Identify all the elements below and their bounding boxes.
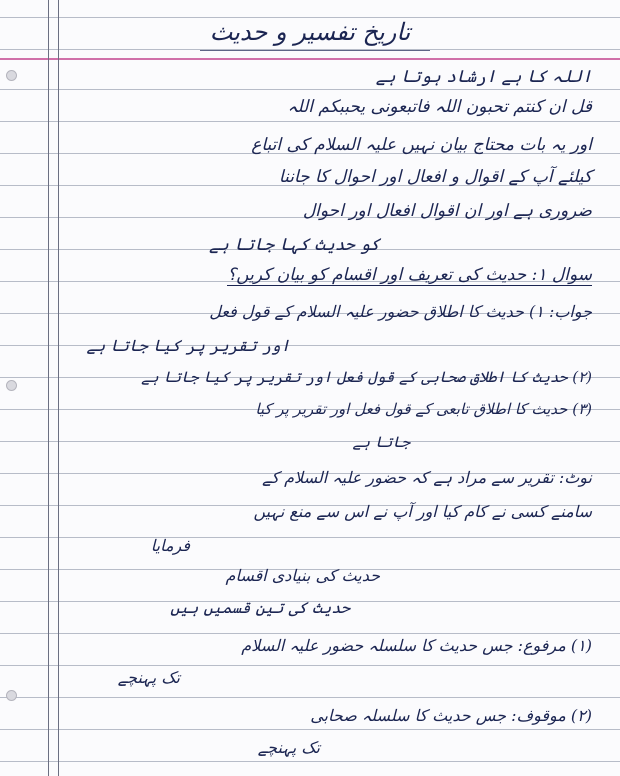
list-item: (۱) مرفوع: جس حدیث کا سلسلہ حضور علیہ السلام xyxy=(241,636,592,655)
punch-hole xyxy=(6,380,17,391)
note-line: نوٹ: تقریر سے مراد ہے کہ حضور علیہ السلام کے xyxy=(262,468,592,487)
text-line: جواب: ۱) حدیث کا اطلاق حضور علیہ السلام کے قول فعل xyxy=(209,302,592,321)
margin-line-inner xyxy=(58,0,59,776)
text-line: سامنے کسی نے کام کیا اور آپ نے اس سے منع نہیں xyxy=(253,502,592,521)
text-line: کو حدیث کہا جاتا ہے xyxy=(208,235,380,255)
punch-hole xyxy=(6,70,17,81)
text-line: (۳) حدیث کا اطلاق تابعی کے قول فعل اور تقریر پر کیا xyxy=(255,400,592,418)
list-item-continued: تک پہنچے xyxy=(117,668,180,687)
subheading-line: حدیث کی بنیادی اقسام xyxy=(225,566,380,585)
text-line: فرمایا xyxy=(150,536,190,555)
list-item: (۲) موقوف: جس حدیث کا سلسلہ صحابی xyxy=(310,706,592,725)
text-line: کیلئے آپ کے اقوال و افعال اور احوال کا جاننا xyxy=(278,167,592,187)
question-line: سوال ۱: حدیث کی تعریف اور اقسام کو بیان کریں؟ xyxy=(227,265,592,285)
page-title: تاریخ تفسیر و حدیث xyxy=(209,18,411,46)
text-line: اللہ کا ہے ارشاد ہوتا ہے xyxy=(375,67,592,87)
text-line: اور یہ بات محتاج بیان نہیں علیہ السلام کی اتباع xyxy=(251,135,592,155)
text-line: حدیث کی تین قسمیں ہیں xyxy=(170,598,350,617)
text-line: ضروری ہے اور ان اقوال افعال اور احوال xyxy=(302,201,592,221)
text-line: اور تقریر پر کیا جاتا ہے xyxy=(86,336,290,355)
text-line: جاتا ہے xyxy=(352,433,410,451)
text-line: (۲) حدیث کا اطلاق صحابی کے قول فعل اور تقریر پر کیا جاتا ہے xyxy=(141,368,592,386)
margin-line-outer xyxy=(48,0,49,776)
page-top-rule xyxy=(0,58,620,60)
title-underline xyxy=(200,50,430,51)
list-item-continued: تک پہنچے xyxy=(257,738,320,757)
text-line: قل ان کنتم تحبون اللہ فاتبعونی یحببکم اللہ xyxy=(287,97,592,117)
punch-hole xyxy=(6,690,17,701)
